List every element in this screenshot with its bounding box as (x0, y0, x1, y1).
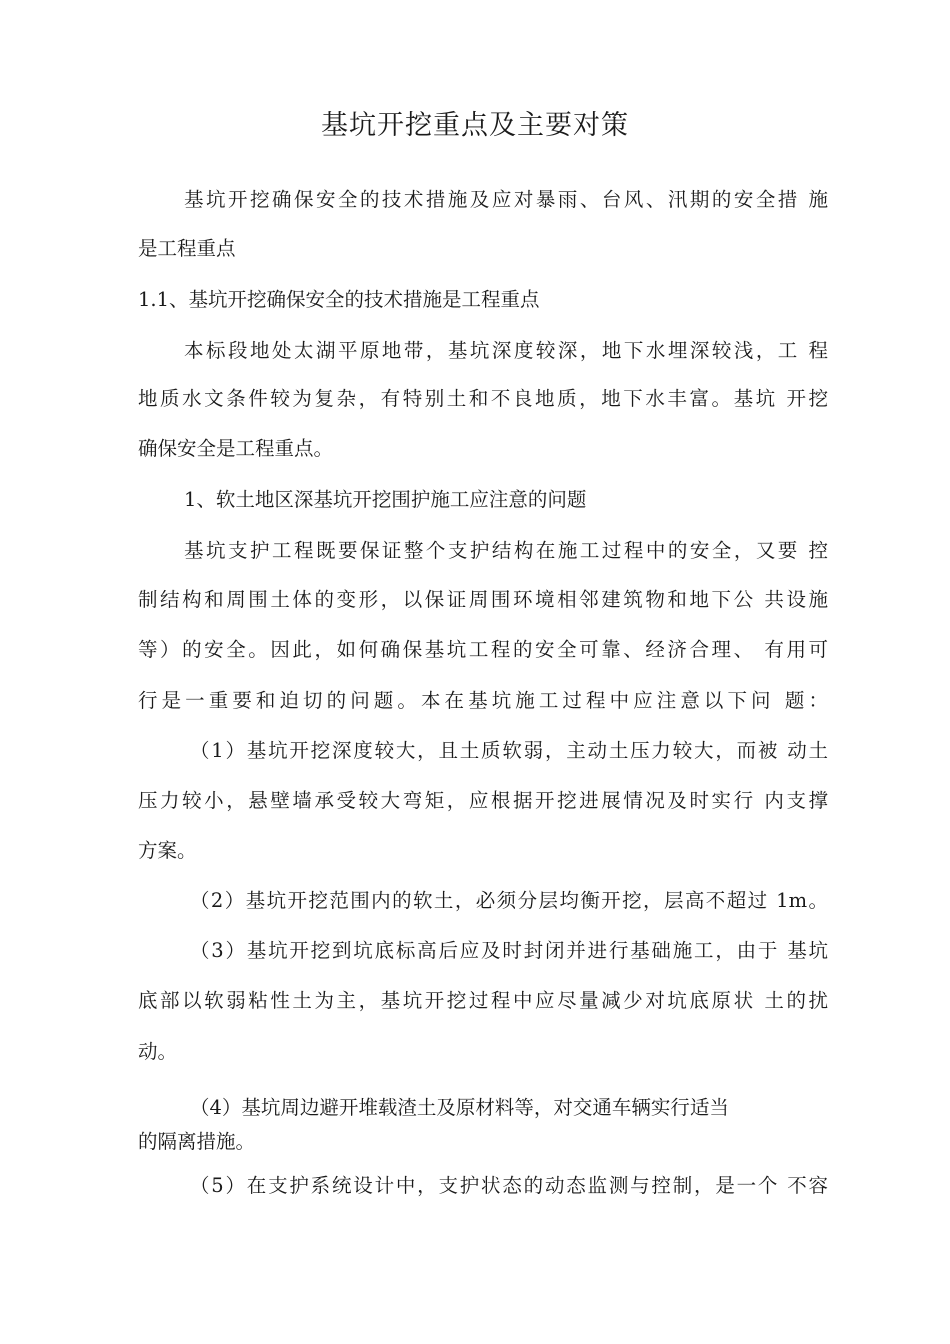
paragraph-line: 地质水文条件较为复杂，有特别土和不良地质，地下水丰富。基坑 开挖 (138, 387, 828, 410)
list-item-line: 方案。 (138, 839, 197, 862)
list-item-line: 的隔离措施。 (138, 1130, 256, 1153)
paragraph-line: 基坑开挖确保安全的技术措施及应对暴雨、台风、汛期的安全措 施 (184, 188, 828, 211)
paragraph-line: 基坑支护工程既要保证整个支护结构在施工过程中的安全，又要 控 (184, 539, 828, 562)
paragraph-line: 本标段地处太湖平原地带，基坑深度较深，地下水埋深较浅，工 程 (184, 339, 828, 362)
paragraph-line: 制结构和周围土体的变形，以保证周围环境相邻建筑物和地下公 共设施 (138, 588, 828, 611)
subsection-heading: 1、软土地区深基坑开挖围护施工应注意的问题 (184, 488, 587, 511)
paragraph-line: 确保安全是工程重点。 (138, 437, 334, 460)
list-item-line: （5）在支护系统设计中，支护状态的动态监测与控制，是一个 不容 (190, 1174, 828, 1197)
paragraph-line: 是工程重点 (138, 237, 236, 260)
paragraph-line: 行是一重要和迫切的问题。本在基坑施工过程中应注意以下问 题： (138, 689, 828, 712)
list-item-line: （2）基坑开挖范围内的软土，必须分层均衡开挖，层高不超过 1m。 (190, 889, 828, 912)
list-item-line: 压力较小，悬壁墙承受较大弯矩，应根据开挖进展情况及时实行 内支撑 (138, 789, 828, 812)
list-item-line: （4）基坑周边避开堆载渣土及原材料等，对交通车辆实行适当 (190, 1096, 729, 1119)
list-item-line: 动。 (138, 1040, 178, 1063)
list-item-line: 底部以软弱粘性土为主，基坑开挖过程中应尽量减少对坑底原状 土的扰 (138, 989, 828, 1012)
paragraph-line: 等）的安全。因此，如何确保基坑工程的安全可靠、经济合理、 有用可 (138, 638, 828, 661)
list-item-line: （3）基坑开挖到坑底标高后应及时封闭并进行基础施工，由于 基坑 (190, 939, 828, 962)
list-item-line: （1）基坑开挖深度较大，且土质软弱，主动土压力较大，而被 动土 (190, 739, 828, 762)
document-title: 基坑开挖重点及主要对策 (321, 110, 629, 141)
section-heading: 1.1、基坑开挖确保安全的技术措施是工程重点 (138, 288, 540, 311)
